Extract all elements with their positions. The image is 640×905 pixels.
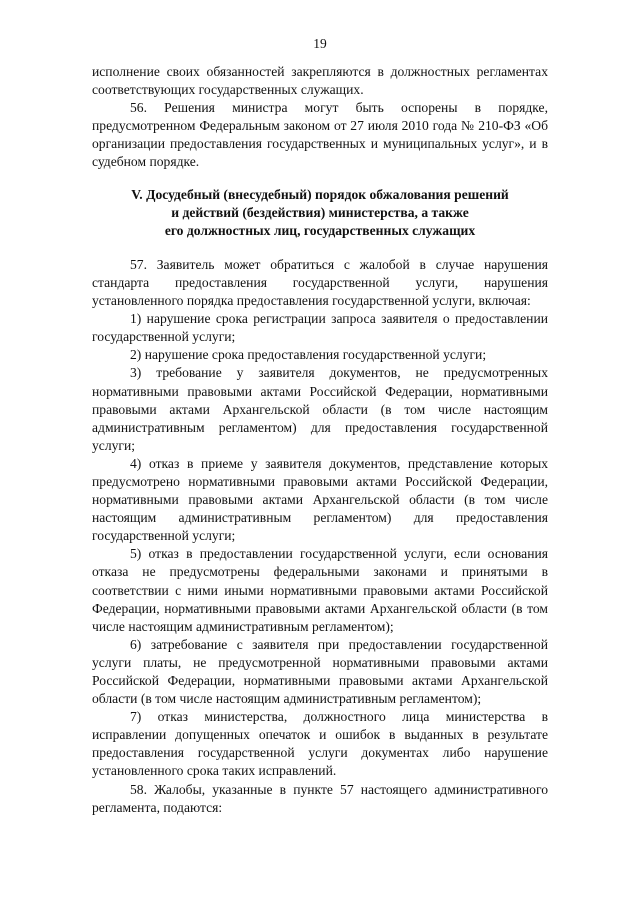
list-item-57-7: 7) отказ министерства, должностного лица министерства в исправлении допущенных опечаток и ошибок в выданных в результате предоставления государственной услуги документах либо нарушение установленного срока таких исправлений. — [92, 709, 548, 779]
paragraph-57: 57. Заявитель может обратиться с жалобой в случае нарушения стандарта предоставления государственной услуги, нарушения установленного порядка предоставления государственной услуги, включая: — [92, 256, 548, 309]
list-item-57-5: 5) отказ в предоставлении государственной услуги, если основания отказа не предусмотрены федеральными законами и принятыми в соответствии с ними иными нормативными правовыми актами Российской Федерации, нормативными правовыми актами Архангельской области (в том числе настоящим административным регламентом); — [92, 546, 548, 634]
list-item-57-3: 3) требование у заявителя документов, не предусмотренных нормативными правовыми актами Российской Федерации, нормативными правовыми актами Архангельской области (в том числе настоящим административным регламентом) для предоставления государственной услуги; — [92, 365, 548, 453]
list-item-57-6: 6) затребование с заявителя при предоставлении государственной услуги платы, не предусмотренной нормативными правовыми актами Российской Федерации, нормативными правовыми актами Архангельской области (в том числе настоящим административным регламентом); — [92, 636, 548, 707]
page-number: 19 — [313, 36, 327, 51]
section-heading-line-2: и действий (бездействия) министерства, а также — [171, 204, 469, 220]
list-item-57-1: 1) нарушение срока регистрации запроса заявителя о предоставлении государственной услуги; — [92, 311, 548, 345]
section-heading — [92, 186, 548, 240]
section-heading-line-1: V. Досудебный (внесудебный) порядок обжалования решений — [131, 186, 509, 202]
list-item-57-4: 4) отказ в приеме у заявителя документов, представление которых предусмотрено нормативными правовыми актами Российской Федерации, нормативными правовыми актами Архангельской области (в том числе настоящим административным регламентом) для предоставления государственной услуги; — [92, 455, 548, 544]
section-heading-line-3: его должностных лиц, государственных служащих — [164, 222, 476, 238]
paragraph-58: 58. Жалобы, указанные в пункте 57 настоящего административного регламента, подаются: — [92, 781, 548, 815]
paragraph-continuation: исполнение своих обязанностей закрепляются в должностных регламентах соответствующих государственных служащих. — [92, 64, 548, 98]
paragraph-56: 56. Решения министра могут быть оспорены в порядке, предусмотренном Федеральным законом от 27 июля 2010 года № 210-ФЗ «Об организации предоставления государственных и муниципальных услуг», и в судебном порядке. — [92, 100, 548, 170]
list-item-57-2: 2) нарушение срока предоставления государственной услуги; — [130, 347, 487, 363]
document-body — [92, 63, 548, 817]
